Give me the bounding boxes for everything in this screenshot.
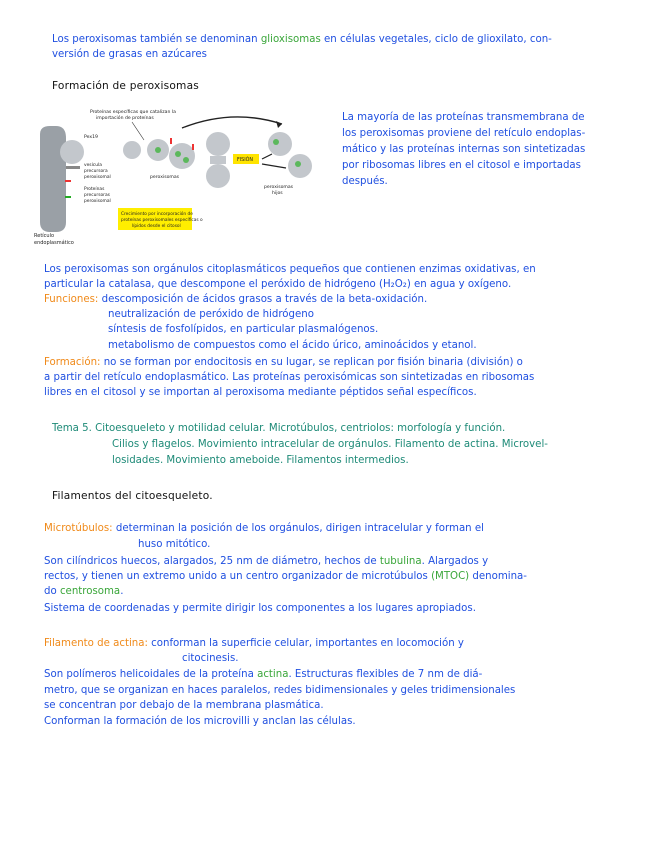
diagram-label: peroxisomas (150, 175, 180, 180)
tema-line: Tema 5. Citoesqueleto y motilidad celular. Microtúbulos, centriolos: morfología y función. (52, 423, 506, 434)
diagram-label: Proteínas (84, 187, 105, 192)
side-note-line: mático y las proteínas internas son sintetizadas (342, 144, 586, 155)
diagram-label: lípidos desde el citosol (132, 224, 181, 229)
formation-line: Formación: no se forman por endocitosis en su lugar, se replican por fisión binaria (división) o (44, 357, 523, 368)
functions-label: Funciones: (44, 294, 99, 305)
diagram-label: precursora (84, 169, 108, 174)
side-note-line: los peroxisomas proviene del retículo endoplas- (342, 128, 586, 139)
mtoc-term: (MTOC) (431, 571, 470, 582)
daughter-peroxisome (268, 132, 292, 156)
er-shape (40, 126, 66, 232)
actin-label: Filamento de actina: (44, 638, 148, 649)
microtubules-line: huso mitótico. (138, 539, 211, 550)
formation-label: Formación: (44, 357, 101, 368)
microtubules-label: Microtúbulos: (44, 523, 113, 534)
diagram-label: Crecimiento por incorporación de (121, 212, 193, 217)
functions-item: síntesis de fosfolípidos, en particular plasmalógenos. (108, 324, 379, 335)
intro-line-2: versión de grasas en azúcares (52, 49, 207, 60)
peroxisome-shape (169, 143, 195, 169)
formation-heading: Formación de peroxisomas (52, 80, 199, 92)
microtubules-body: Son cilíndricos huecos, alargados, 25 nm de diámetro, hechos de tubulina. Alargados y (44, 556, 489, 567)
tema-line: Cilios y flagelos. Movimiento intracelular de orgánulos. Filamento de actina. Microvel- (112, 439, 548, 450)
diagram-label: peroxisomas (264, 185, 294, 190)
diagram-label: vesícula (84, 163, 102, 168)
cytoskeleton-heading: Filamentos del citoesqueleto. (52, 490, 213, 502)
vesicle-shape (123, 141, 141, 159)
actin-body: Son polímeros helicoidales de la proteína actina. Estructuras flexibles de 7 nm de diá- (44, 669, 483, 680)
recycle-arrow (182, 117, 282, 128)
tema-line: losidades. Movimiento ameboide. Filamentos intermedios. (112, 455, 409, 466)
diagram-label: peroxisomal (84, 199, 111, 204)
functions-line: Funciones: descomposición de ácidos grasos a través de la beta-oxidación. (44, 294, 428, 305)
tubulin-term: tubulina (379, 556, 422, 567)
side-note-line: después. (342, 176, 388, 187)
glyoxisome-term: glioxisomas (260, 34, 321, 45)
diagram-label: Pex19 (84, 135, 98, 140)
diagram-label: endoplasmático (34, 240, 74, 246)
microtubules-body: Sistema de coordenadas y permite dirigir los componentes a los lugares apropiados. (44, 603, 476, 614)
diagram-label: Retículo (34, 233, 55, 239)
actin-line: Filamento de actina: conforman la superficie celular, importantes en locomoción y (44, 638, 464, 649)
er-bud (60, 140, 84, 164)
microtubules-body: rectos, y tienen un extremo unido a un centro organizador de microtúbulos (MTOC) denomina- (44, 571, 527, 582)
microtubules-line: Microtúbulos: determinan la posición de los orgánulos, dirigen intracelular y forman el (44, 523, 484, 534)
definition-line: particular la catalasa, que descompone el peróxido de hidrógeno (H₂O₂) en agua y oxígeno. (44, 279, 512, 290)
microtubules-body: do centrosoma. (44, 586, 124, 597)
actin-body: Conforman la formación de los microvilli y anclan las células. (44, 716, 356, 727)
formation-line: a partir del retículo endoplasmático. Las proteínas peroxisómicas son sintetizadas en ribosomas (44, 372, 535, 383)
actin-body: metro, que se organizan en haces paralelos, redes bidimensionales y geles tridimensionales (44, 685, 516, 696)
diagram-label: proteínas peroxisomales específicas o (121, 218, 203, 223)
diagram-label: importación de proteínas (96, 116, 154, 121)
diagram-label: hijos (272, 191, 283, 196)
peroxisome-shape (206, 132, 230, 156)
side-note-line: por ribosomas libres en el citosol e importadas (342, 160, 581, 171)
actina-term: actina (257, 669, 289, 680)
centrosome-term: centrosoma (59, 586, 121, 597)
diagram-label: Proteínas específicas que catalizan la (90, 110, 176, 115)
functions-item: neutralización de peróxido de hidrógeno (108, 309, 314, 320)
diagram-label: peroxisomal (84, 175, 111, 180)
definition-line: Los peroxisomas son orgánulos citoplasmáticos pequeños que contienen enzimas oxidativas, en (44, 264, 536, 275)
intro-line-1: Los peroxisomas también se denominan glioxisomas en células vegetales, ciclo de glioxilato, con- (52, 34, 552, 45)
side-note-line: La mayoría de las proteínas transmembrana de (342, 112, 585, 123)
peroxisome-shape (206, 164, 230, 188)
actin-body: se concentran por debajo de la membrana plasmática. (44, 700, 324, 711)
peroxisome-formation-diagram (32, 104, 332, 254)
formation-line: libres en el citosol y se importan al peroxisoma mediante péptidos señal específicos. (44, 387, 477, 398)
diagram-label: precursoras (84, 193, 110, 198)
functions-item: metabolismo de compuestos como el ácido úrico, aminoácidos y etanol. (108, 340, 477, 351)
actin-line: citocinesis. (182, 653, 239, 664)
diagram-label: FISIÓN (237, 158, 253, 163)
